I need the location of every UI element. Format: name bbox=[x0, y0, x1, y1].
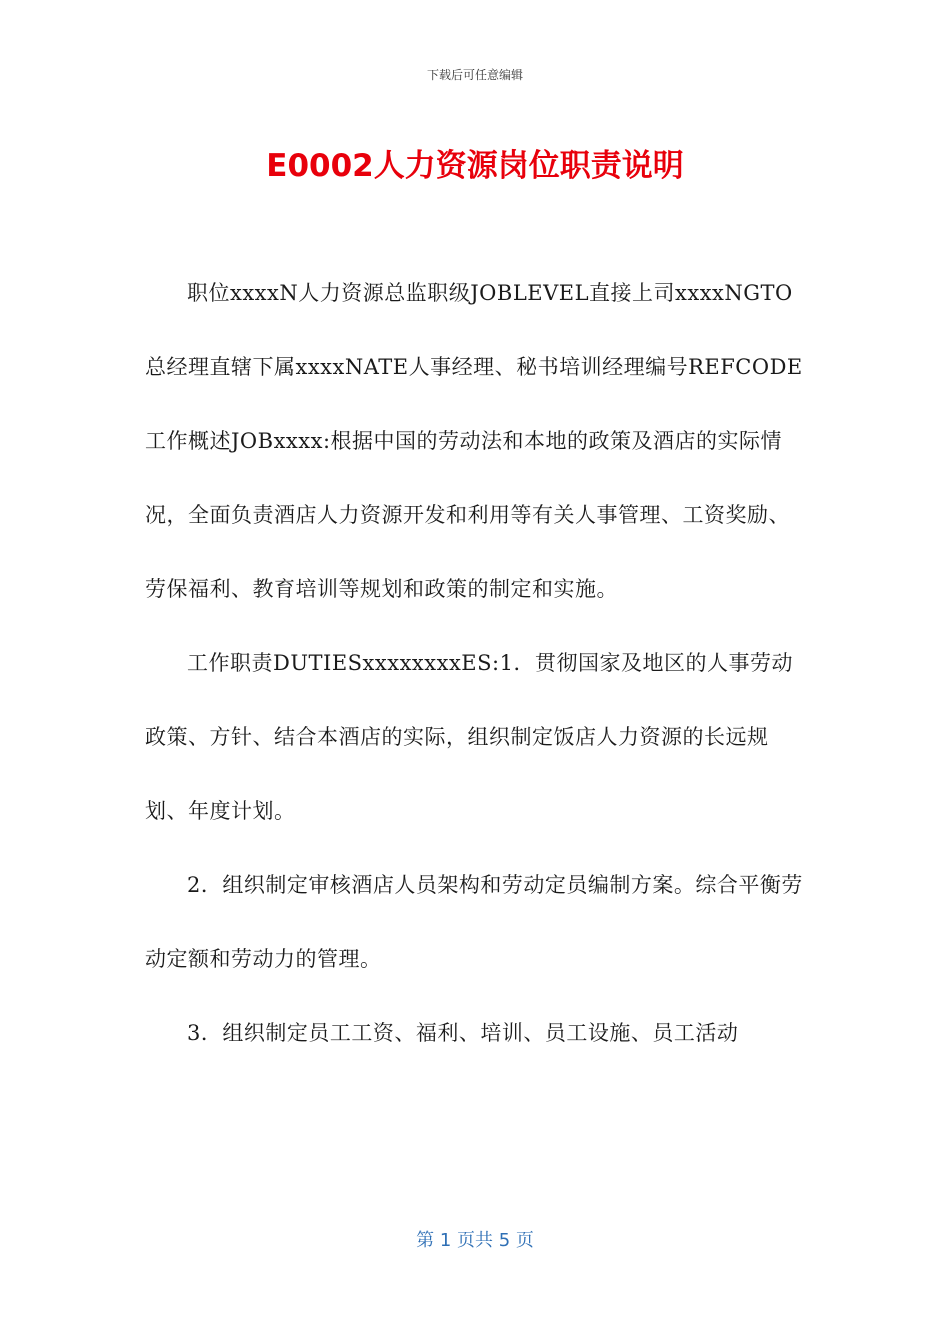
paragraph-duties-2: 2．组织制定审核酒店人员架构和劳动定员编制方案。综合平衡劳动定额和劳动力的管理。 bbox=[145, 873, 803, 971]
header-note: 下载后可任意编辑 bbox=[426, 68, 523, 82]
paragraph-job-overview: 职位xxxxN人力资源总监职级JOBLEVEL直接上司xxxxNGTO总经理直辖下属xxxxNATE人事经理、秘书培训经理编号REFCODE工作概述JOBxxxx:根据中国的劳动法和本地的政策及酒店的实际情况，全面负责酒店人力资源开发和利用等有关人事管理、工资奖励、劳保福利、教育培训等规划和政策的制定和实施。 bbox=[145, 281, 803, 601]
document-body bbox=[145, 256, 805, 1070]
page-number-footer: 第 1 页共 5 页 bbox=[416, 1230, 534, 1251]
paragraph-duties-3: 3．组织制定员工工资、福利、培训、员工设施、员工活动 bbox=[187, 1021, 739, 1045]
document-title: E0002人力资源岗位职责说明 bbox=[266, 148, 684, 184]
paragraph-duties-1: 工作职责DUTIESxxxxxxxxES:1．贯彻国家及地区的人事劳动政策、方针、结合本酒店的实际，组织制定饭店人力资源的长远规划、年度计划。 bbox=[145, 651, 793, 823]
